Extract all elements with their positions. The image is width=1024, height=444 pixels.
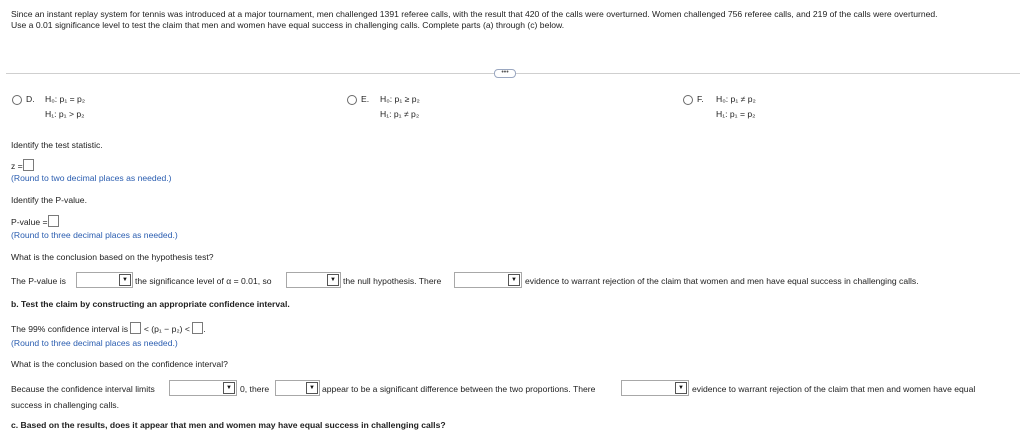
ci-conclusion-text-3: appear to be a significant difference between the two proportions. There bbox=[322, 384, 596, 394]
ci-middle: < (p₁ − p₂) < bbox=[143, 324, 190, 334]
ci-upper-input[interactable] bbox=[192, 322, 206, 334]
ci-row bbox=[11, 322, 206, 334]
null-hypothesis-decision-dropdown[interactable] bbox=[286, 272, 341, 288]
ci-conclusion-text-1: Because the confidence interval limits bbox=[11, 384, 155, 394]
more-options-button[interactable]: ••• bbox=[494, 69, 516, 78]
option-e-h0: H₀: p₁ ≥ p₂ bbox=[380, 94, 420, 104]
chevron-down-icon: ▼ bbox=[327, 274, 339, 286]
pvalue-comparison-dropdown[interactable] bbox=[76, 272, 133, 288]
pvalue-label: P-value = bbox=[11, 217, 48, 227]
problem-line-2: Use a 0.01 significance level to test the claim that men and women have equal success in challenging calls. Complete parts (a) through (c) below. bbox=[11, 20, 565, 30]
chevron-down-icon: ▼ bbox=[119, 274, 131, 286]
option-e-radio[interactable] bbox=[347, 95, 357, 105]
pvalue-row bbox=[11, 215, 59, 227]
option-f-letter: F. bbox=[697, 94, 704, 104]
conclusion-text-4: evidence to warrant rejection of the claim that women and men have equal success in challenging calls. bbox=[525, 276, 919, 286]
difference-existence-dropdown[interactable] bbox=[275, 380, 320, 396]
ci-evidence-dropdown[interactable] bbox=[621, 380, 689, 396]
z-label: z = bbox=[11, 161, 23, 171]
ci-lower-input[interactable] bbox=[130, 322, 141, 334]
pvalue-prompt: Identify the P-value. bbox=[11, 195, 87, 205]
ci-conclusion-prompt: What is the conclusion based on the confidence interval? bbox=[11, 359, 228, 369]
option-e-h1: H₁: p₁ ≠ p₂ bbox=[380, 109, 420, 119]
ci-round-hint: (Round to three decimal places as needed.) bbox=[11, 338, 178, 348]
z-input[interactable] bbox=[23, 159, 34, 171]
ci-conclusion-text-2: 0, there bbox=[240, 384, 270, 394]
evidence-sufficiency-dropdown[interactable] bbox=[454, 272, 522, 288]
pvalue-input[interactable] bbox=[48, 215, 59, 227]
option-f-h0: H₀: p₁ ≠ p₂ bbox=[716, 94, 756, 104]
option-d-letter: D. bbox=[26, 94, 35, 104]
option-f-h1: H₁: p₁ = p₂ bbox=[716, 109, 756, 119]
problem-statement bbox=[11, 9, 938, 31]
pvalue-round-hint: (Round to three decimal places as needed.) bbox=[11, 230, 178, 240]
conclusion-text-2: the significance level of α = 0.01, so bbox=[135, 276, 272, 286]
part-b-label: b. Test the claim by constructing an appropriate confidence interval. bbox=[11, 299, 290, 309]
option-d-radio[interactable] bbox=[12, 95, 22, 105]
option-d-h0: H₀: p₁ = p₂ bbox=[45, 94, 86, 104]
chevron-down-icon: ▼ bbox=[306, 382, 318, 394]
option-d-h1: H₁: p₁ > p₂ bbox=[45, 109, 85, 119]
chevron-down-icon: ▼ bbox=[675, 382, 687, 394]
ci-conclusion-text-4: evidence to warrant rejection of the claim that men and women have equal bbox=[692, 384, 976, 394]
part-c-label: c. Based on the results, does it appear that men and women may have equal success in challenging calls? bbox=[11, 420, 446, 430]
z-round-hint: (Round to two decimal places as needed.) bbox=[11, 173, 172, 183]
ci-end: . bbox=[203, 324, 206, 334]
option-e-letter: E. bbox=[361, 94, 370, 104]
z-row bbox=[11, 159, 34, 171]
conclusion-prompt: What is the conclusion based on the hypothesis test? bbox=[11, 252, 214, 262]
conclusion-text-1: The P-value is bbox=[11, 276, 66, 286]
ci-conclusion-text-5: success in challenging calls. bbox=[11, 400, 119, 410]
chevron-down-icon: ▼ bbox=[223, 382, 235, 394]
conclusion-text-3: the null hypothesis. There bbox=[343, 276, 442, 286]
option-f-radio[interactable] bbox=[683, 95, 693, 105]
ci-prefix: The 99% confidence interval is bbox=[11, 324, 129, 334]
problem-line-1: Since an instant replay system for tennis was introduced at a major tournament, men challenged 1391 referee calls, with the result that 420 of the calls were overturned. Women challenged 756 referee calls, and 219 of the calls were overturned. bbox=[11, 9, 938, 19]
ci-limits-dropdown[interactable] bbox=[169, 380, 237, 396]
test-statistic-prompt: Identify the test statistic. bbox=[11, 140, 103, 150]
chevron-down-icon: ▼ bbox=[508, 274, 520, 286]
